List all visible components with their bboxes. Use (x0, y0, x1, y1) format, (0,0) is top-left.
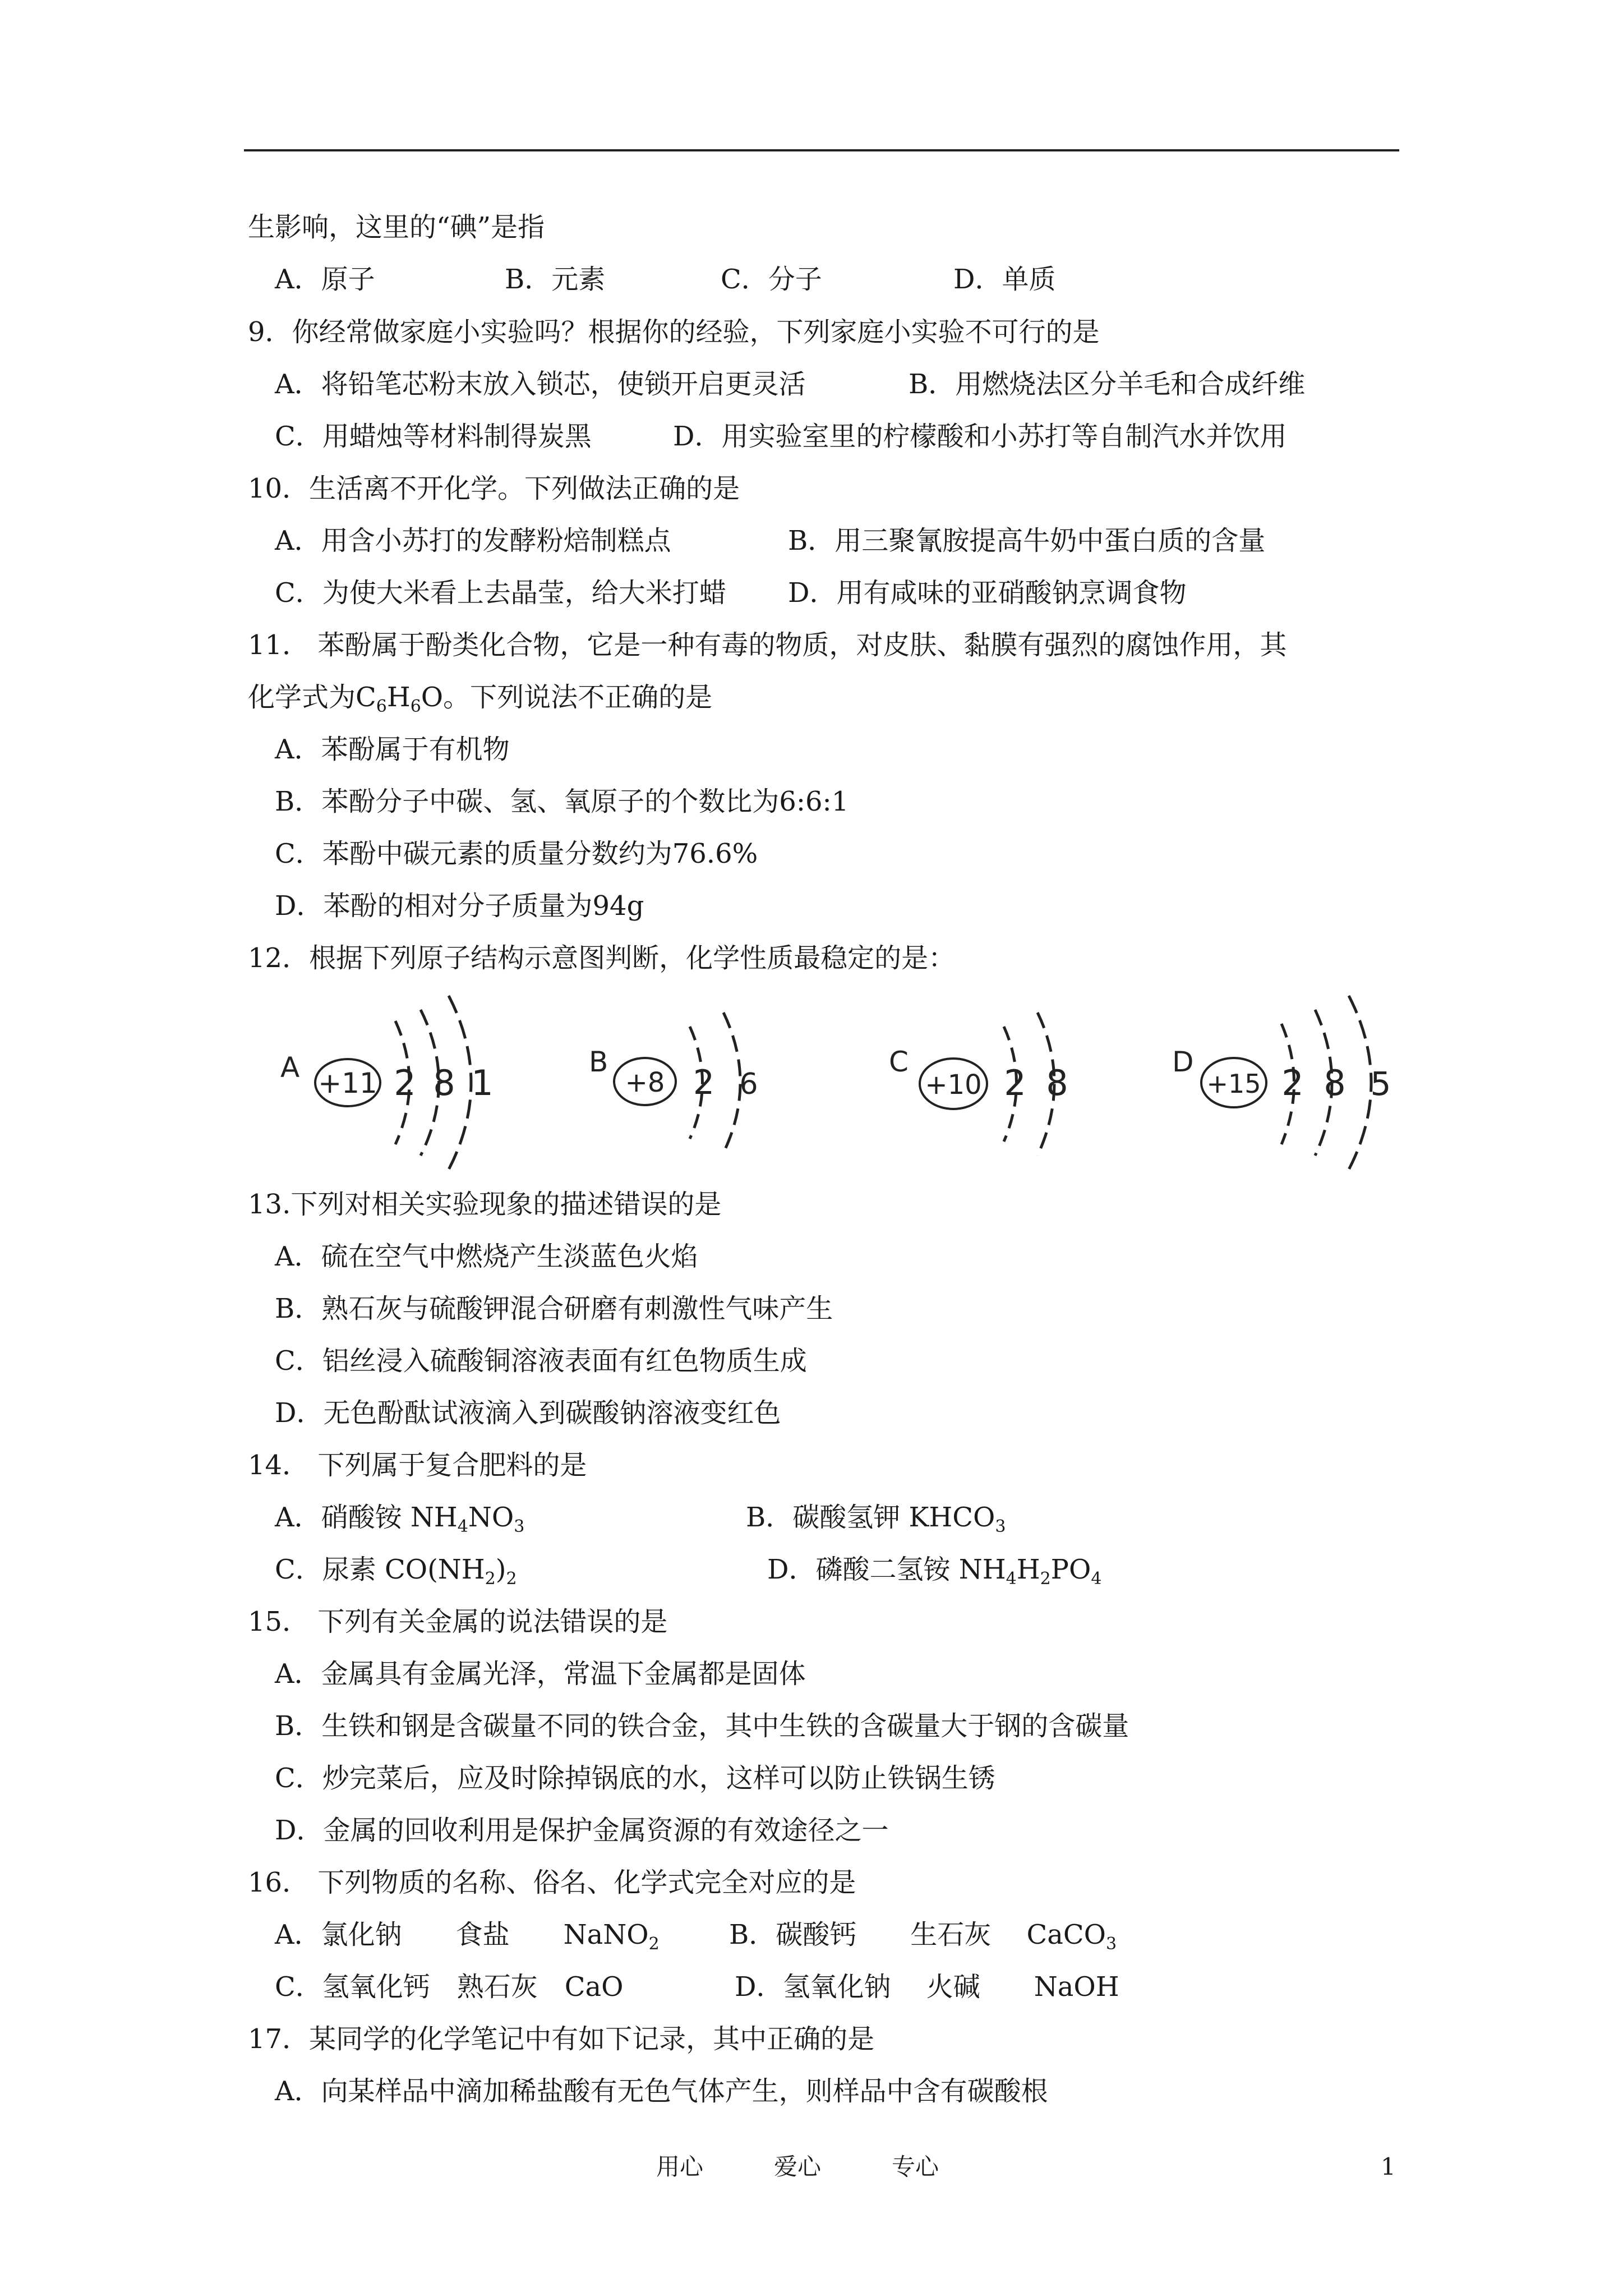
atom-b-nucleus: +8 (625, 1067, 665, 1098)
atom-d-nucleus: +15 (1206, 1069, 1261, 1099)
atom-a-shell-3: 1 (471, 1062, 494, 1103)
q14-option-c: C．尿素 $CO(NH_2)_2$ (275, 1554, 517, 1589)
q15-option-a: A．金属具有金属光泽，常温下金属都是固体 (275, 1658, 806, 1690)
atom-c-nucleus: +10 (925, 1069, 982, 1101)
q10-option-d: D．用有咸味的亚硝酸钠烹调食物 (788, 577, 1187, 609)
q10-option-b: B．用三聚氰胺提高牛奶中蛋白质的含量 (788, 525, 1266, 556)
q10-option-a: A．用含小苏打的发酵粉焙制糕点 (275, 525, 671, 556)
q8-option-c: C．分子 (721, 264, 822, 295)
question-15: 15． 下列有关金属的说法错误的是 (248, 1606, 668, 1637)
q9-option-c: C．用蜡烛等材料制得炭黑 (275, 421, 592, 452)
atom-diagram-a (264, 987, 505, 1172)
q11-option-a: A．苯酚属于有机物 (275, 734, 510, 765)
question-16: 16． 下列物质的名称、俗名、化学式完全对应的是 (248, 1867, 856, 1898)
q17-option-a: A．向某样品中滴加稀盐酸有无色气体产生，则样品中含有碳酸根 (275, 2076, 1048, 2107)
q14-option-d: D．磷酸二氢铵 $NH_4H_2PO_4$ (767, 1554, 1102, 1589)
atom-diagram-b (589, 987, 824, 1172)
q10-option-c: C．为使大米看上去晶莹，给大米打蜡 (275, 577, 726, 609)
footer-motto: 用心 爱心 专心 (656, 2153, 939, 2180)
q11-option-c: C．苯酚中碳元素的质量分数约为76.6% (275, 838, 758, 869)
atom-d-shell-1: 2 (1281, 1062, 1304, 1103)
q11-option-d: D．苯酚的相对分子质量为94g (275, 890, 644, 922)
q9-option-d: D．用实验室里的柠檬酸和小苏打等自制汽水并饮用 (673, 421, 1287, 452)
atom-a-shell-2: 8 (433, 1062, 455, 1103)
q8-option-b: B．元素 (505, 264, 606, 295)
question-11-line-2: 化学式为$C_6H_6O$。下列说法不正确的是 (248, 682, 713, 716)
question-9: 9．你经常做家庭小实验吗？根据你的经验，下列家庭小实验不可行的是 (248, 316, 1100, 348)
q11-option-b: B．苯酚分子中碳、氢、氧原子的个数比为6:6:1 (275, 786, 849, 817)
q9-option-a: A．将铅笔芯粉末放入锁芯，使锁开启更灵活 (275, 369, 806, 400)
q16-option-d: D．氢氧化钠 火碱 NaOH (735, 1971, 1119, 2003)
q8-option-d: D．单质 (953, 264, 1056, 295)
atom-c-shell-1: 2 (1004, 1062, 1026, 1103)
atom-b-label: B (589, 1046, 608, 1078)
question-10: 10．生活离不开化学。下列做法正确的是 (248, 473, 740, 504)
q14-option-b: B．碳酸氢钾 $KHCO_3$ (746, 1502, 1006, 1536)
atom-diagram-c (889, 987, 1124, 1172)
q16-option-b: B．碳酸钙 生石灰 CaCO$_3$ (729, 1919, 1117, 1954)
question-13: 13.下列对相关实验现象的描述错误的是 (248, 1189, 722, 1220)
atom-c-label: C (889, 1046, 909, 1078)
page-number: 1 (1381, 2153, 1396, 2180)
question-17: 17．某同学的化学笔记中有如下记录，其中正确的是 (248, 2023, 875, 2055)
atom-d-shell-3: 5 (1370, 1065, 1391, 1103)
q13-option-a: A．硫在空气中燃烧产生淡蓝色火焰 (275, 1241, 698, 1272)
atom-b-shell-1: 2 (693, 1063, 715, 1102)
q13-option-d: D．无色酚酞试液滴入到碳酸钠溶液变红色 (275, 1397, 781, 1429)
atom-b-shell-2: 6 (739, 1068, 758, 1101)
atom-structure-diagrams (264, 987, 1402, 1172)
question-14: 14． 下列属于复合肥料的是 (248, 1450, 587, 1481)
question-11-line-1: 11． 苯酚属于酚类化合物，它是一种有毒的物质，对皮肤、黏膜有强烈的腐蚀作用，其 (248, 629, 1287, 661)
atom-c-shell-2: 8 (1046, 1062, 1068, 1103)
q13-option-c: C．铝丝浸入硫酸铜溶液表面有红色物质生成 (275, 1345, 807, 1377)
q13-option-b: B．熟石灰与硫酸钾混合研磨有刺激性气味产生 (275, 1293, 833, 1324)
atom-d-label: D (1172, 1046, 1194, 1078)
question-12: 12．根据下列原子结构示意图判断，化学性质最稳定的是： (248, 942, 956, 974)
q9-option-b: B．用燃烧法区分羊毛和合成纤维 (909, 369, 1306, 400)
q16-option-c: C．氢氧化钙 熟石灰 CaO (275, 1971, 624, 2003)
question-8-continuation: 生影响，这里的“碘”是指 (248, 211, 545, 243)
q14-option-a: A．硝酸铵 $NH_4NO_3$ (275, 1502, 525, 1536)
q15-option-c: C．炒完菜后，应及时除掉锅底的水，这样可以防止铁锅生锈 (275, 1763, 995, 1794)
atom-a-label: A (280, 1051, 300, 1084)
q15-option-d: D．金属的回收利用是保护金属资源的有效途径之一 (275, 1815, 889, 1846)
q15-option-b: B．生铁和钢是含碳量不同的铁合金，其中生铁的含碳量大于钢的含碳量 (275, 1710, 1129, 1742)
q8-option-a: A．原子 (275, 264, 375, 295)
q16-option-a: A．氯化钠 食盐 NaNO$_2$ (275, 1919, 660, 1954)
atom-d-shell-2: 8 (1324, 1062, 1346, 1103)
atom-diagram-d (1172, 987, 1402, 1172)
atom-a-shell-1: 2 (394, 1062, 416, 1103)
atom-a-nucleus: +11 (318, 1067, 377, 1099)
header-rule (244, 149, 1399, 151)
